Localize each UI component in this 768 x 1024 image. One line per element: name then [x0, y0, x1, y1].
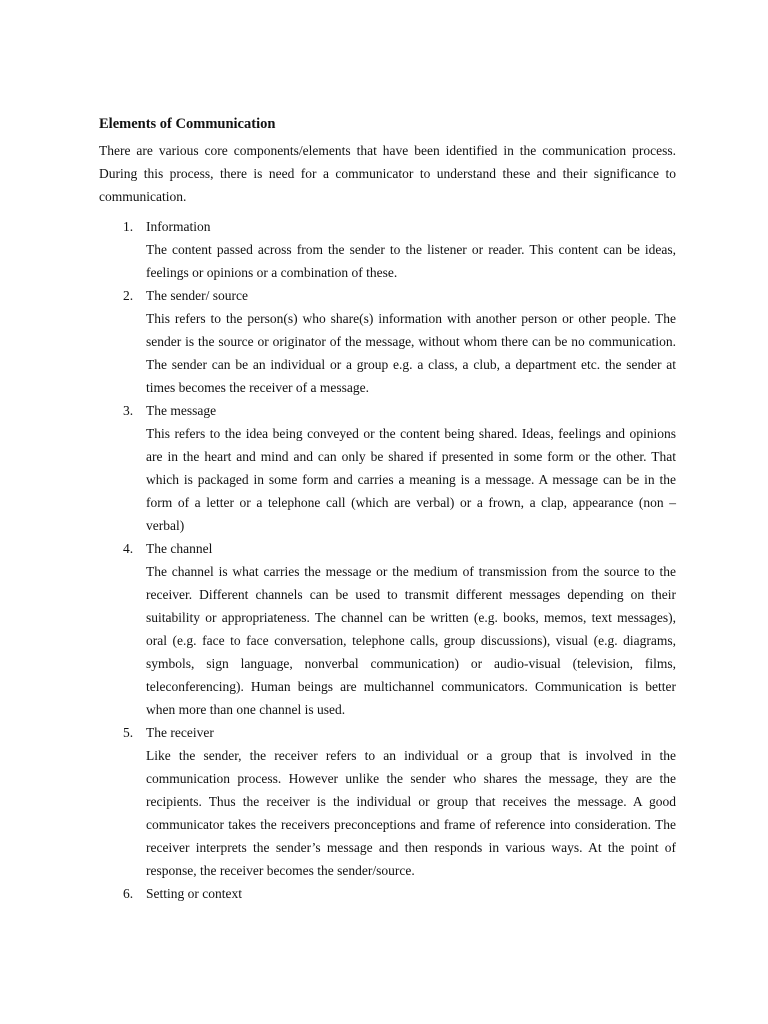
list-item-receiver — [99, 721, 676, 882]
list-item-channel — [99, 537, 676, 721]
list-item-setting — [99, 882, 676, 905]
item-number: 2. — [123, 288, 134, 303]
item-heading: The channel — [146, 541, 213, 556]
item-heading: The receiver — [146, 725, 214, 740]
list-item-message — [99, 399, 676, 537]
list-item-sender — [99, 284, 676, 399]
item-heading: The sender/ source — [146, 288, 248, 303]
item-number: 4. — [123, 541, 134, 556]
document-page — [99, 113, 676, 905]
document-title: Elements of Communication — [99, 116, 276, 132]
intro-paragraph: There are various core components/elements that have been identified in the communication process. During this process, there is need for a communicator to understand these and their significance to communication. — [99, 143, 676, 204]
item-heading: Setting or context — [146, 886, 242, 901]
item-body: Like the sender, the receiver refers to an individual or a group that is involved in the communication process. However unlike the sender who shares the message, they are the recipients. Thus the receiver is the individual or group that receives the message. A good communicator takes the receivers preconceptions and frame of reference into consideration. The receiver interprets the sender’s message and then responds in various ways. At the point of response, the receiver becomes the sender/source. — [146, 748, 676, 878]
item-heading: Information — [146, 219, 211, 234]
item-number: 1. — [123, 219, 134, 234]
item-number: 6. — [123, 886, 134, 901]
item-body: This refers to the idea being conveyed or the content being shared. Ideas, feelings and opinions are in the heart and mind and can only be shared if presented in some form or the other. That which is packaged in some form and carries a meaning is a message. A message can be in the form of a letter or a telephone call (which are verbal) or a frown, a clap, appearance (non – verbal) — [146, 426, 676, 533]
item-heading: The message — [146, 403, 217, 418]
item-body: The content passed across from the sender to the listener or reader. This content can be ideas, feelings or opinions or a combination of these. — [146, 242, 676, 280]
item-number: 3. — [123, 403, 134, 418]
item-body: The channel is what carries the message or the medium of transmission from the source to the receiver. Different channels can be used to transmit different messages depending on their suitability or appropriateness. The channel can be written (e.g. books, memos, text messages), oral (e.g. face to face conversation, telephone calls, group discussions), visual (e.g. diagrams, symbols, sign language, nonverbal communication) or audio-visual (television, films, teleconferencing). Human beings are multichannel communicators. Communication is better when more than one channel is used. — [146, 564, 676, 717]
elements-list — [99, 215, 676, 905]
item-number: 5. — [123, 725, 134, 740]
item-body: This refers to the person(s) who share(s) information with another person or other people. The sender is the source or originator of the message, without whom there can be no communication. The sender can be an individual or a group e.g. a class, a club, a department etc. the sender at times becomes the receiver of a message. — [146, 311, 676, 395]
list-item-information — [99, 215, 676, 284]
